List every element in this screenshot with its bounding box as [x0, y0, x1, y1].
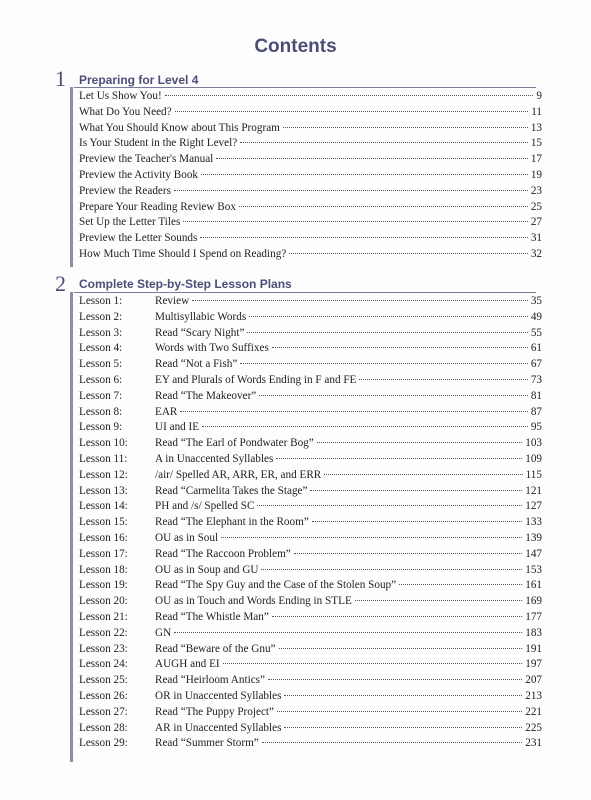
entry-title: Read “The Spy Guy and the Case of the Stolen Soup” [155, 579, 397, 592]
toc-entry [79, 152, 542, 167]
lesson-number: Lesson 16: [79, 532, 128, 544]
lesson-number: Lesson 14: [79, 500, 128, 513]
entry-title: Read “Not a Fish” [155, 358, 238, 371]
dot-leader [399, 584, 522, 585]
toc-entry [79, 642, 542, 657]
toc-entry [79, 578, 542, 593]
page-number: 49 [530, 310, 542, 323]
page-number: 25 [530, 200, 542, 213]
dot-leader [284, 727, 522, 728]
dot-leader [324, 474, 522, 475]
dot-leader [312, 521, 522, 522]
lesson-number: Lesson 22: [79, 626, 128, 639]
toc-entry [79, 105, 542, 120]
page-number: 55 [530, 326, 542, 339]
entry-title: GN [155, 626, 172, 639]
entry-title: What Do You Need? [79, 105, 172, 118]
dot-leader [257, 505, 522, 506]
page-number: 191 [525, 642, 542, 655]
entry-title: Review [155, 295, 190, 307]
toc-entry [79, 89, 542, 104]
lesson-number: Lesson 4: [79, 342, 123, 355]
page-number: 183 [525, 626, 542, 639]
dot-leader [283, 127, 528, 128]
dot-leader [289, 253, 528, 254]
lesson-number: Lesson 17: [79, 547, 128, 560]
lesson-number: Lesson 26: [79, 690, 128, 702]
dot-leader [272, 616, 522, 617]
dot-leader [201, 174, 528, 175]
page-number: 67 [530, 358, 542, 371]
toc-entry [79, 310, 542, 325]
lesson-number: Lesson 18: [79, 563, 128, 576]
dot-leader [284, 695, 522, 696]
toc-entry [79, 468, 542, 483]
toc-entry [79, 184, 542, 199]
dot-leader [294, 553, 522, 554]
toc-entry [79, 721, 542, 736]
dot-leader [262, 742, 522, 743]
toc-entry [79, 657, 542, 672]
dot-leader [202, 426, 528, 427]
entry-title: Preview the Teacher's Manual [79, 153, 214, 166]
toc-entry [79, 452, 542, 467]
dot-leader [259, 395, 528, 396]
entry-title: Set Up the Letter Tiles [79, 216, 181, 229]
lesson-number: Lesson 25: [79, 674, 128, 687]
entry-title: EY and Plurals of Words Ending in F and FE [155, 374, 357, 386]
dot-leader [175, 111, 529, 112]
entry-title: Read “Beware of the Gnu” [155, 642, 276, 655]
entry-title: Prepare Your Reading Review Box [79, 200, 236, 213]
dot-leader [240, 363, 527, 364]
page-number: 27 [530, 216, 542, 229]
page-number: 225 [525, 721, 542, 734]
entry-title: /air/ Spelled AR, ARR, ER, and ERR [155, 468, 322, 481]
lesson-number: Lesson 28: [79, 721, 128, 734]
dot-leader [200, 237, 527, 238]
dot-leader [310, 490, 522, 491]
page-number: 23 [530, 184, 542, 197]
toc-entry [79, 689, 542, 704]
dot-leader [317, 442, 522, 443]
dot-leader [240, 142, 528, 143]
entry-title: A in Unaccented Syllables [155, 453, 274, 465]
page-number: 13 [530, 121, 542, 134]
lesson-number: Lesson 1: [79, 295, 123, 307]
entry-title: Read “The Elephant in the Room” [155, 516, 309, 529]
dot-leader [359, 379, 527, 380]
dot-leader [223, 663, 523, 664]
page-number: 11 [531, 105, 542, 118]
dot-leader [192, 300, 528, 301]
page-number: 31 [530, 232, 542, 245]
entry-title: Read “Carmelita Takes the Stage” [155, 484, 308, 497]
section-number: 1 [55, 66, 66, 91]
toc-entry [79, 121, 542, 136]
lesson-number: Lesson 5: [79, 358, 123, 371]
entry-title: PH and /s/ Spelled SC [155, 500, 255, 513]
dot-leader [279, 648, 523, 649]
entry-title: Let Us Show You! [79, 90, 162, 102]
page-number: 109 [525, 453, 542, 465]
entry-title: OR in Unaccented Syllables [155, 690, 282, 702]
lesson-number: Lesson 27: [79, 705, 128, 718]
dot-leader [261, 569, 522, 570]
entry-title: OU as in Soul [155, 532, 219, 544]
page-number: 73 [530, 374, 542, 386]
entry-title: Multisyllabic Words [155, 310, 247, 323]
section-rule [70, 292, 73, 762]
toc-entry [79, 326, 542, 341]
section-title: Preparing for Level 4 [79, 73, 199, 87]
dot-leader [221, 537, 522, 538]
toc-entry [79, 484, 542, 499]
toc-entry [79, 168, 542, 183]
dot-leader [272, 347, 528, 348]
lesson-number: Lesson 3: [79, 326, 123, 339]
entry-title: Read “The Makeover” [155, 389, 257, 402]
dot-leader [249, 316, 528, 317]
dot-leader [174, 632, 522, 633]
dot-leader [165, 95, 534, 96]
section-rule [70, 87, 73, 267]
page-number: 221 [525, 705, 542, 718]
page-number: 231 [525, 737, 542, 750]
page-number: 147 [525, 547, 542, 560]
page-number: 17 [530, 153, 542, 166]
entry-title: Read “The Earl of Pondwater Bog” [155, 437, 314, 450]
page-number: 121 [525, 484, 542, 497]
page-number: 213 [525, 690, 542, 702]
lesson-number: Lesson 24: [79, 658, 128, 671]
entry-title: How Much Time Should I Spend on Reading? [79, 248, 287, 260]
toc-entry [79, 736, 542, 751]
section-number: 2 [55, 271, 66, 296]
entry-title: OU as in Touch and Words Ending in STLE [155, 595, 352, 608]
page-number: 133 [525, 516, 542, 529]
page-number: 127 [525, 500, 542, 513]
toc-entry [79, 341, 542, 356]
toc-entry [79, 547, 542, 562]
toc-entry [79, 231, 542, 246]
lesson-number: Lesson 6: [79, 374, 123, 386]
dot-leader [277, 711, 522, 712]
entry-title: Read “The Raccoon Problem” [155, 547, 291, 560]
entry-title: AR in Unaccented Syllables [155, 721, 282, 734]
dot-leader [183, 221, 528, 222]
page-number: 19 [530, 169, 542, 181]
lesson-number: Lesson 12: [79, 468, 128, 481]
toc-entry [79, 247, 542, 262]
page-number: 197 [525, 658, 542, 671]
toc-entry [79, 373, 542, 388]
dot-leader [239, 206, 528, 207]
entry-title: AUGH and EI [155, 658, 220, 671]
entry-title: Words with Two Suffixes [155, 342, 269, 355]
page-number: 153 [525, 563, 542, 576]
toc-entry [79, 294, 542, 309]
section-divider [74, 87, 536, 88]
toc-entry [79, 436, 542, 451]
entry-title: Is Your Student in the Right Level? [79, 137, 238, 150]
toc-entry [79, 420, 542, 435]
page-number: 9 [536, 90, 542, 102]
entry-title: Preview the Activity Book [79, 169, 199, 181]
entry-title: OU as in Soup and GU [155, 563, 259, 576]
lesson-number: Lesson 8: [79, 405, 123, 418]
toc-entry [79, 673, 542, 688]
dot-leader [355, 600, 522, 601]
entry-title: Read “Heirloom Antics” [155, 674, 265, 687]
lesson-number: Lesson 11: [79, 453, 128, 465]
lesson-number: Lesson 15: [79, 516, 128, 529]
toc-entry [79, 515, 542, 530]
lesson-number: Lesson 21: [79, 611, 128, 623]
dot-leader [276, 458, 522, 459]
section-divider [74, 292, 536, 293]
entry-title: Read “The Puppy Project” [155, 705, 274, 718]
lesson-number: Lesson 2: [79, 310, 123, 323]
toc-entry [79, 200, 542, 215]
section-title: Complete Step-by-Step Lesson Plans [79, 277, 292, 291]
entry-title: EAR [155, 405, 178, 418]
entry-title: Preview the Readers [79, 184, 171, 197]
lesson-number: Lesson 13: [79, 484, 128, 497]
entry-title: Preview the Letter Sounds [79, 232, 198, 245]
page-number: 169 [525, 595, 542, 608]
page-number: 81 [530, 389, 542, 402]
entry-title: Read “The Whistle Man” [155, 611, 269, 623]
dot-leader [268, 679, 522, 680]
dot-leader [174, 190, 528, 191]
toc-entry [79, 136, 542, 151]
lesson-number: Lesson 29: [79, 737, 128, 750]
page-title: Contents [254, 36, 337, 57]
lesson-number: Lesson 7: [79, 389, 123, 402]
dot-leader [216, 158, 528, 159]
entry-title: What You Should Know about This Program [79, 121, 280, 134]
lesson-number: Lesson 19: [79, 579, 128, 592]
toc-entry [79, 405, 542, 420]
toc-entry [79, 499, 542, 514]
toc-entry [79, 610, 542, 625]
page-number: 115 [525, 468, 542, 481]
dot-leader [180, 411, 527, 412]
entry-title: Read “Scary Night” [155, 326, 245, 339]
page-number: 87 [530, 405, 542, 418]
page-number: 35 [530, 295, 542, 307]
toc-entry [79, 389, 542, 404]
toc-entry [79, 563, 542, 578]
page-number: 61 [530, 342, 542, 355]
entry-title: Read “Summer Storm” [155, 737, 259, 750]
page-number: 103 [525, 437, 542, 450]
toc-entry [79, 705, 542, 720]
page-number: 207 [525, 674, 542, 687]
toc-entry [79, 626, 542, 641]
lesson-number: Lesson 9: [79, 421, 123, 434]
dot-leader [247, 332, 527, 333]
page-number: 95 [530, 421, 542, 434]
lesson-number: Lesson 23: [79, 642, 128, 655]
lesson-number: Lesson 20: [79, 595, 128, 608]
page-number: 161 [525, 579, 542, 592]
toc-entry [79, 531, 542, 546]
page-number: 32 [530, 248, 542, 260]
page-number: 139 [525, 532, 542, 544]
page-number: 177 [525, 611, 542, 623]
entry-title: UI and IE [155, 421, 200, 434]
toc-entry [79, 357, 542, 372]
toc-entry [79, 215, 542, 230]
toc-entry [79, 594, 542, 609]
page-number: 15 [530, 137, 542, 150]
lesson-number: Lesson 10: [79, 437, 128, 450]
